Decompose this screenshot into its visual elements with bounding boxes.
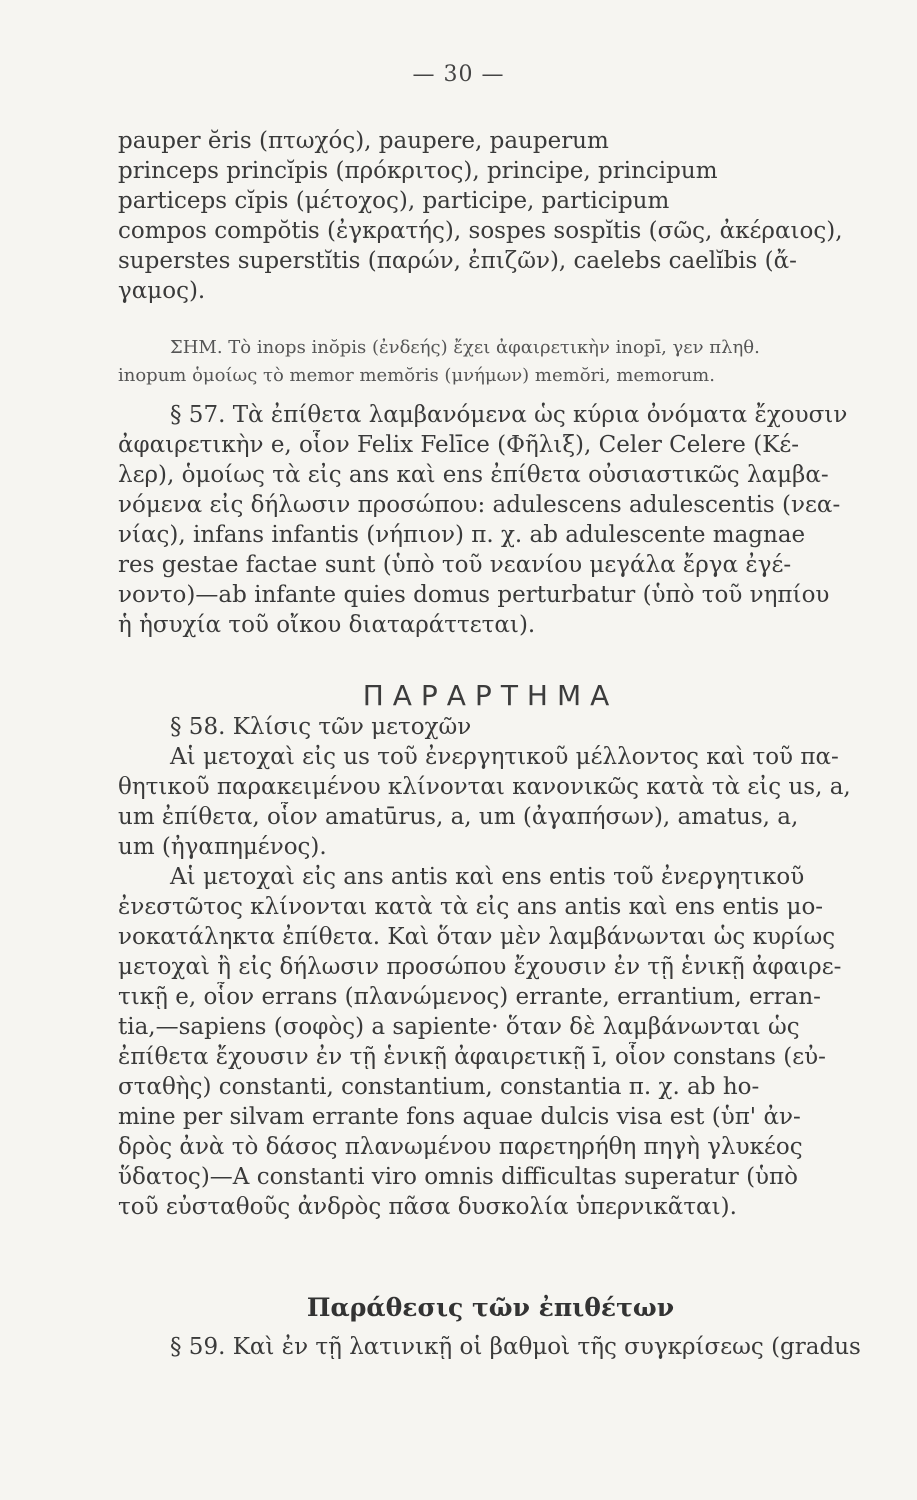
- text-line: princeps princĭpis (πρόκριτος), principe, principum: [118, 158, 718, 184]
- text-line: σταθὴς) constanti, constantium, constantia π. χ. ab ho-: [118, 1074, 760, 1100]
- text-line: ὕδατος)—A constanti viro omnis difficultas superatur (ὑπὸ: [118, 1164, 799, 1190]
- appendix-heading: ΠΑΡΑΡΤΗΜΑ: [362, 679, 619, 712]
- text-line: particeps cĭpis (μέτοχος), participe, participum: [118, 188, 670, 214]
- section-58: [118, 712, 863, 1222]
- text-line: res gestae factae sunt (ὑπὸ τοῦ νεανίου μεγάλα ἔργα ἐγέ-: [118, 552, 792, 578]
- text-line: pauper ĕris (πτωχός), paupere, pauperum: [118, 128, 609, 154]
- text-line: τοῦ εὐσταθοῦς ἀνδρὸς πᾶσα δυσκολία ὑπερνικᾶται).: [118, 1194, 737, 1220]
- note-paragraph: [118, 334, 863, 390]
- text-line: Αἱ μετοχαὶ εἰς ans antis καὶ ens entis τοῦ ἐνεργητικοῦ: [170, 864, 805, 890]
- comparison-heading-block: [118, 1290, 863, 1326]
- text-line: ἀφαιρετικὴν e, οἷον Felix Felīce (Φῆλιξ), Celer Celere (Κέ-: [118, 432, 800, 458]
- text-line: λερ), ὁμοίως τὰ εἰς ans καὶ ens ἐπίθετα οὐσιαστικῶς λαμβα-: [118, 462, 829, 488]
- text-line: superstes superstĭtis (παρών, ἐπιζῶν), caelebs caelĭbis (ἄ-: [118, 248, 797, 274]
- text-line: δρὸς ἀνὰ τὸ δάσος πλανωμένου παρετηρήθη πηγὴ γλυκέος: [118, 1134, 803, 1160]
- text-line: τικῇ e, οἷον errans (πλανώμενος) errante, errantium, erran-: [118, 984, 821, 1010]
- text-line: νοκατάληκτα ἐπίθετα. Καὶ ὅταν μὲν λαμβάνωνται ὡς κυρίως: [118, 924, 836, 950]
- text-line: νοντο)—ab infante quies domus perturbatur (ὑπὸ τοῦ νηπίου: [118, 582, 830, 608]
- text-line: θητικοῦ παρακειμένου κλίνονται κανονικῶς κατὰ τὰ εἰς us, a,: [118, 774, 851, 800]
- section-59: [118, 1332, 863, 1362]
- text-line: ΣΗΜ. Τὸ inops inŏpis (ἐνδεής) ἔχει ἀφαιρετικὴν inopī, γεν πληθ.: [170, 337, 760, 358]
- text-line: compos compŏtis (ἐγκρατής), sospes sospĭtis (σῶς, ἀκέραιος),: [118, 218, 843, 244]
- text-line: μετοχαὶ ἢ εἰς δήλωσιν προσώπου ἔχουσιν ἐν τῇ ἑνικῇ ἀφαιρε-: [118, 954, 842, 980]
- section-57: [118, 400, 863, 640]
- comparison-heading: Παράθεσις τῶν ἐπιθέτων: [306, 1293, 675, 1322]
- section-heading-line: § 58. Κλίσις τῶν μετοχῶν: [170, 714, 472, 740]
- adjective-list: [118, 126, 863, 306]
- text-line: νίας), infans infantis (νήπιον) π. χ. ab adulescente magnae: [118, 522, 806, 548]
- text-line: um (ἠγαπημένος).: [118, 834, 327, 860]
- page-number: — 30 —: [412, 62, 505, 87]
- section-heading-line: § 59. Καὶ ἐν τῇ λατινικῇ οἱ βαθμοὶ τῆς συγκρίσεως (gradus: [170, 1334, 861, 1360]
- text-line: ἐπίθετα ἔχουσιν ἐν τῇ ἑνικῇ ἀφαιρετικῇ ī, οἷον constans (εὐ-: [118, 1044, 826, 1070]
- text-line: Αἱ μετοχαὶ εἰς us τοῦ ἐνεργητικοῦ μέλλοντος καὶ τοῦ πα-: [170, 744, 839, 770]
- text-line: νόμενα εἰς δήλωσιν προσώπου: adulescens adulescentis (νεα-: [118, 492, 841, 518]
- text-line: tia,—sapiens (σοφὸς) a sapiente· ὅταν δὲ λαμβάνωνται ὡς: [118, 1014, 800, 1040]
- text-line: γαμος).: [118, 278, 206, 304]
- section-heading-line: § 57. Τὰ ἐπίθετα λαμβανόμενα ὡς κύρια ὀνόματα ἔχουσιν: [170, 402, 848, 428]
- text-line: um ἐπίθετα, οἷον amatūrus, a, um (ἀγαπήσων), amatus, a,: [118, 804, 799, 830]
- text-line: mine per silvam errante fons aquae dulcis visa est (ὑπ' ἀν-: [118, 1104, 801, 1130]
- text-line: ἐνεστῶτος κλίνονται κατὰ τὰ εἰς ans antis καὶ ens entis μο-: [118, 894, 824, 920]
- text-line: ἡ ἡσυχία τοῦ οἴκου διαταράττεται).: [118, 612, 536, 638]
- text-line: inopum ὁμοίως τὸ memor memŏris (μνήμων) memŏri, memorum.: [118, 365, 715, 386]
- appendix-heading-block: [118, 676, 863, 716]
